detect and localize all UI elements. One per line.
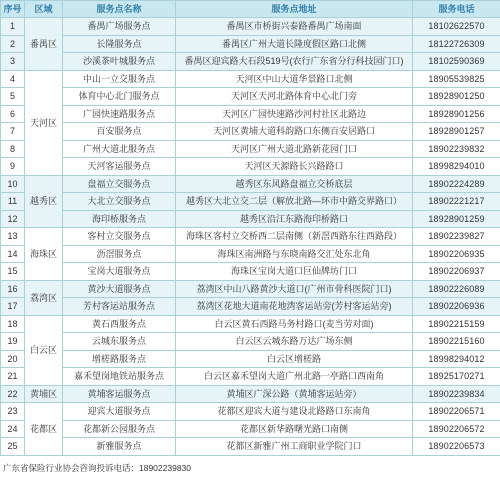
service-phone: 18902215159 bbox=[413, 315, 500, 333]
table-row bbox=[1, 88, 500, 106]
service-phone: 18902215160 bbox=[413, 333, 500, 351]
service-point-address: 越秀区沿江东路海印桥路口 bbox=[176, 210, 413, 228]
service-phone: 18925170271 bbox=[413, 368, 500, 386]
service-point-name: 番禺广场服务点 bbox=[63, 18, 176, 36]
district-cell: 花都区 bbox=[25, 403, 63, 456]
service-point-name: 黄埔客运服务点 bbox=[63, 385, 176, 403]
service-phone: 18902206935 bbox=[413, 245, 500, 263]
row-number: 18 bbox=[1, 315, 25, 333]
service-point-address: 白云区嘉禾望岗大道广州北路一亭路口西南角 bbox=[176, 368, 413, 386]
service-point-address: 番禺区迎宾路大石段519号(农行广东省分行科技园门口) bbox=[176, 53, 413, 71]
table-row bbox=[1, 403, 500, 421]
row-number: 3 bbox=[1, 53, 25, 71]
service-phone: 18998294010 bbox=[413, 158, 500, 176]
row-number: 7 bbox=[1, 123, 25, 141]
service-phone: 18902206936 bbox=[413, 298, 500, 316]
district-cell: 越秀区 bbox=[25, 175, 63, 228]
row-number: 16 bbox=[1, 280, 25, 298]
service-point-address: 番禺区广州大道长隆度假区路口北侧 bbox=[176, 35, 413, 53]
row-number: 15 bbox=[1, 263, 25, 281]
service-point-name: 增槎路服务点 bbox=[63, 350, 176, 368]
table-row bbox=[1, 53, 500, 71]
district-cell: 黄埔区 bbox=[25, 385, 63, 403]
service-point-name: 大北立交服务点 bbox=[63, 193, 176, 211]
row-number: 19 bbox=[1, 333, 25, 351]
row-number: 17 bbox=[1, 298, 25, 316]
service-point-address: 越秀区大北立交二层（解放北路—环市中路交界路口） bbox=[176, 193, 413, 211]
service-point-address: 天河区天源路长兴路路口 bbox=[176, 158, 413, 176]
table-row bbox=[1, 123, 500, 141]
row-number: 23 bbox=[1, 403, 25, 421]
row-number: 21 bbox=[1, 368, 25, 386]
service-point-address: 番禺区市桥街兴泰路番禺广场南面 bbox=[176, 18, 413, 36]
service-phone: 18102590369 bbox=[413, 53, 500, 71]
row-number: 8 bbox=[1, 140, 25, 158]
district-cell: 番禺区 bbox=[25, 18, 63, 71]
service-point-name: 宝岗大道服务点 bbox=[63, 263, 176, 281]
table-row bbox=[1, 350, 500, 368]
table-row bbox=[1, 210, 500, 228]
service-point-name: 广州大道北服务点 bbox=[63, 140, 176, 158]
row-number: 1 bbox=[1, 18, 25, 36]
service-point-name: 芳村客运站服务点 bbox=[63, 298, 176, 316]
service-point-name: 百安服务点 bbox=[63, 123, 176, 141]
table-row bbox=[1, 193, 500, 211]
table-header bbox=[1, 1, 500, 18]
service-phone: 18905539825 bbox=[413, 70, 500, 88]
service-point-address: 花都区新华路曙光路口南侧 bbox=[176, 420, 413, 438]
service-point-address: 海珠区南洲路与东晓南路交汇处东北角 bbox=[176, 245, 413, 263]
row-number: 12 bbox=[1, 210, 25, 228]
service-point-address: 天河区中山大道华景路口北侧 bbox=[176, 70, 413, 88]
service-point-name: 迎宾大道服务点 bbox=[63, 403, 176, 421]
service-point-name: 天河客运服务点 bbox=[63, 158, 176, 176]
service-phone: 18902239834 bbox=[413, 385, 500, 403]
table-row bbox=[1, 228, 500, 246]
service-point-name: 新雅服务点 bbox=[63, 438, 176, 456]
service-phone: 18928901250 bbox=[413, 88, 500, 106]
table-row bbox=[1, 140, 500, 158]
service-phone: 18902206573 bbox=[413, 438, 500, 456]
table-row bbox=[1, 368, 500, 386]
service-phone: 18902206937 bbox=[413, 263, 500, 281]
table-row bbox=[1, 298, 500, 316]
service-point-address: 黄埔区广深公路（黄埔客运站旁） bbox=[176, 385, 413, 403]
service-phone: 18102622570 bbox=[413, 18, 500, 36]
service-phone: 18928901257 bbox=[413, 123, 500, 141]
service-point-address: 荔湾区花地大道南花地湾客运站旁(芳村客运站旁) bbox=[176, 298, 413, 316]
service-phone: 18998294012 bbox=[413, 350, 500, 368]
header-no: 序号 bbox=[1, 1, 25, 18]
service-phone: 18902239832 bbox=[413, 140, 500, 158]
service-point-name: 嘉禾望岗地铁站服务点 bbox=[63, 368, 176, 386]
table-row bbox=[1, 70, 500, 88]
row-number: 13 bbox=[1, 228, 25, 246]
service-phone: 18902226089 bbox=[413, 280, 500, 298]
service-phone: 18902206572 bbox=[413, 420, 500, 438]
service-phone: 18928901259 bbox=[413, 210, 500, 228]
header-name: 服务点名称 bbox=[63, 1, 176, 18]
service-point-address: 天河区黄埔大道科韵路口东侧百安居路口 bbox=[176, 123, 413, 141]
service-point-address: 花都区新雅广州工商职业学院门口 bbox=[176, 438, 413, 456]
service-phone: 18122726309 bbox=[413, 35, 500, 53]
row-number: 22 bbox=[1, 385, 25, 403]
service-point-name: 体育中心北门服务点 bbox=[63, 88, 176, 106]
service-phone: 18902224289 bbox=[413, 175, 500, 193]
service-point-address: 花都区迎宾大道与建设北路路口东南角 bbox=[176, 403, 413, 421]
row-number: 4 bbox=[1, 70, 25, 88]
table-row bbox=[1, 280, 500, 298]
district-cell: 海珠区 bbox=[25, 228, 63, 281]
service-point-address: 荔湾区中山八路黄沙大道口(广州市骨科医院门口) bbox=[176, 280, 413, 298]
service-phone: 18902206571 bbox=[413, 403, 500, 421]
service-point-name: 广园快速路服务点 bbox=[63, 105, 176, 123]
row-number: 25 bbox=[1, 438, 25, 456]
service-point-name: 长隆服务点 bbox=[63, 35, 176, 53]
table-row bbox=[1, 438, 500, 456]
service-point-address: 越秀区东风路盘福立交桥底层 bbox=[176, 175, 413, 193]
header-district: 区域 bbox=[25, 1, 63, 18]
service-point-name: 云城东服务点 bbox=[63, 333, 176, 351]
service-phone: 18902221217 bbox=[413, 193, 500, 211]
table-row bbox=[1, 158, 500, 176]
row-number: 5 bbox=[1, 88, 25, 106]
header-phone: 服务电话 bbox=[413, 1, 500, 18]
service-point-address: 天河区广园快速路沙河村社区北路边 bbox=[176, 105, 413, 123]
service-point-address: 白云区黄石西路马务村路口(麦当劳对面) bbox=[176, 315, 413, 333]
service-point-name: 沙溪茶叶城服务点 bbox=[63, 53, 176, 71]
table-row bbox=[1, 263, 500, 281]
service-point-name: 黄石西服务点 bbox=[63, 315, 176, 333]
service-point-name: 盘福立交服务点 bbox=[63, 175, 176, 193]
header-address: 服务点地址 bbox=[176, 1, 413, 18]
table-row bbox=[1, 245, 500, 263]
service-phone: 18928901256 bbox=[413, 105, 500, 123]
district-cell: 荔湾区 bbox=[25, 280, 63, 315]
district-cell: 天河区 bbox=[25, 70, 63, 175]
district-cell: 白云区 bbox=[25, 315, 63, 385]
service-point-address: 海珠区客村立交桥西二层南侧（新滘西路东往西路段） bbox=[176, 228, 413, 246]
service-point-address: 天河区广州大道北路新花园门口 bbox=[176, 140, 413, 158]
service-point-address: 海珠区宝岗大道口巨仙牌坊门口 bbox=[176, 263, 413, 281]
table-row bbox=[1, 385, 500, 403]
table-row bbox=[1, 175, 500, 193]
service-point-name: 黄沙大道服务点 bbox=[63, 280, 176, 298]
row-number: 14 bbox=[1, 245, 25, 263]
service-point-name: 花都新公园服务点 bbox=[63, 420, 176, 438]
row-number: 20 bbox=[1, 350, 25, 368]
row-number: 2 bbox=[1, 35, 25, 53]
row-number: 10 bbox=[1, 175, 25, 193]
row-number: 24 bbox=[1, 420, 25, 438]
table-row bbox=[1, 333, 500, 351]
service-point-name: 沥滘服务点 bbox=[63, 245, 176, 263]
table-row bbox=[1, 35, 500, 53]
service-point-address: 白云区增槎路 bbox=[176, 350, 413, 368]
service-phone: 18902239827 bbox=[413, 228, 500, 246]
service-point-address: 白云区云城东路万达广场东侧 bbox=[176, 333, 413, 351]
table-row bbox=[1, 18, 500, 36]
row-number: 11 bbox=[1, 193, 25, 211]
row-number: 6 bbox=[1, 105, 25, 123]
table-row bbox=[1, 420, 500, 438]
service-point-name: 海印桥服务点 bbox=[63, 210, 176, 228]
table-row bbox=[1, 315, 500, 333]
complaint-hotline-note: 广东省保险行业协会咨询投诉电话：18902239830 bbox=[3, 463, 192, 473]
table-row bbox=[1, 105, 500, 123]
service-point-name: 中山一立交服务点 bbox=[63, 70, 176, 88]
service-point-name: 客村立交服务点 bbox=[63, 228, 176, 246]
service-point-address: 天河区天河北路体育中心北门旁 bbox=[176, 88, 413, 106]
row-number: 9 bbox=[1, 158, 25, 176]
